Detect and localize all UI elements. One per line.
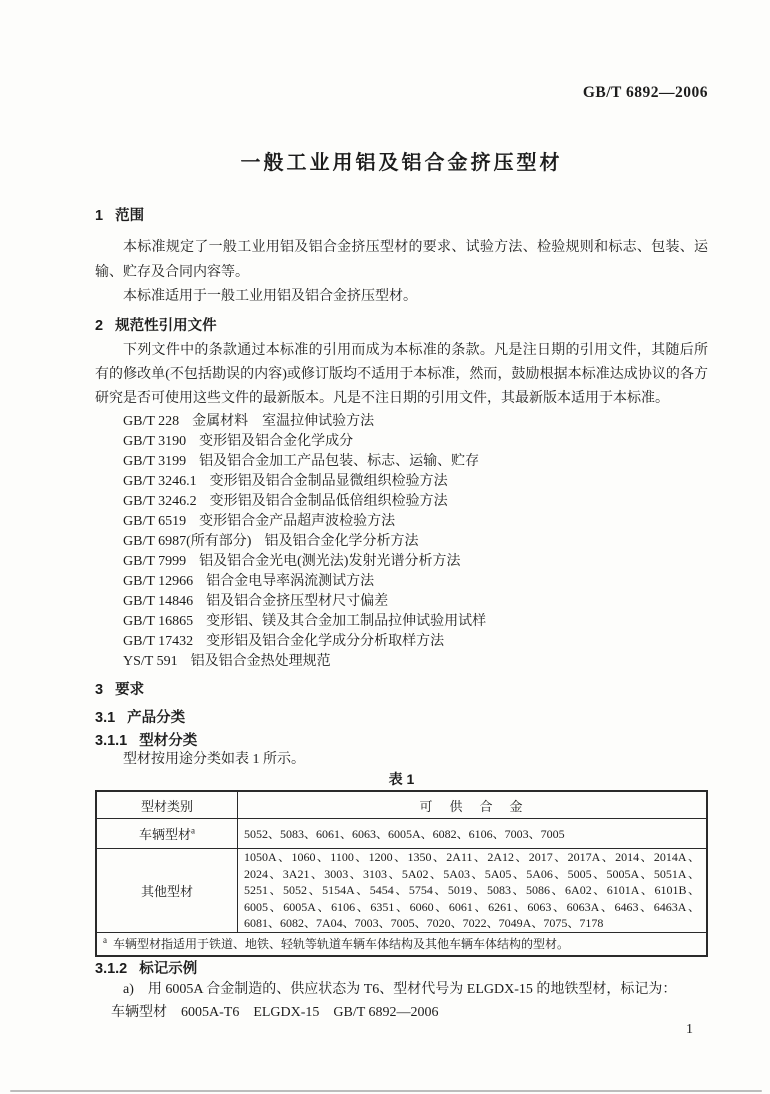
section-3-1-2-title: 标记示例 (139, 961, 198, 977)
column-header-alloys: 可 供 合 金 (238, 791, 708, 819)
reference-item (123, 492, 736, 512)
reference-item (123, 512, 736, 532)
section-3-1-2-number: 3.1.2 (95, 961, 128, 977)
table-row (96, 819, 707, 849)
reference-title: 铝及铝合金热处理规范 (190, 654, 331, 669)
reference-code: GB/T 12966 (123, 574, 194, 589)
table-footnote (96, 932, 707, 956)
reference-code: GB/T 3199 (123, 454, 187, 469)
scope-paragraph-2: 本标准适用于一般工业用铝及铝合金挤压型材。 (123, 289, 417, 304)
section-2-number: 2 (95, 318, 104, 334)
marking-example-line: 车辆型材 6005A-T6 ELGDX-15 GB/T 6892—2006 (111, 1005, 439, 1020)
reference-title: 变形铝合金产品超声波检验方法 (199, 514, 396, 529)
column-header-category: 型材类别 (96, 791, 238, 819)
table-intro-paragraph: 型材按用途分类如表 1 所示。 (123, 752, 305, 767)
section-3-1-2-heading (95, 957, 708, 978)
reference-code: GB/T 16865 (123, 614, 194, 629)
reference-item (123, 592, 736, 612)
reference-title: 铝及铝合金光电(测光法)发射光谱分析方法 (199, 554, 461, 569)
section-1-title: 范围 (115, 208, 145, 224)
reference-item (123, 432, 736, 452)
section-2-title: 规范性引用文件 (115, 318, 217, 334)
reference-title: 变形铝、镁及其合金加工制品拉伸试验用试样 (206, 614, 487, 629)
reference-code: GB/T 17432 (123, 634, 194, 649)
section-3-number: 3 (95, 682, 104, 698)
section-3-1-heading (95, 706, 708, 727)
vehicle-alloys-cell: 5052、5083、6061、6063、6005A、6082、6106、7003、7005 (238, 819, 708, 849)
section-3-title: 要求 (115, 682, 145, 698)
footnote-text: 车辆型材指适用于铁道、地铁、轻轨等轨道车辆车体结构及其他车辆车体结构的型材。 (113, 937, 570, 951)
reference-title: 铝及铝合金化学分析方法 (264, 534, 419, 549)
table-footnote-row (96, 932, 707, 956)
reference-code: YS/T 591 (123, 654, 178, 669)
reference-code: GB/T 228 (123, 414, 180, 429)
section-3-1-1-title: 型材分类 (139, 733, 198, 749)
reference-title: 铝合金电导率涡流测试方法 (206, 574, 375, 589)
reference-item (123, 532, 736, 552)
section-3-heading (95, 678, 708, 699)
reference-code: GB/T 3246.1 (123, 474, 197, 489)
reference-item (123, 652, 736, 672)
reference-code: GB/T 6987(所有部分) (123, 534, 252, 549)
section-3-1-number: 3.1 (95, 710, 116, 726)
references-list (95, 412, 736, 672)
reference-title: 变形铝及铝合金化学成分 (199, 434, 354, 449)
scan-edge-line (10, 1090, 762, 1092)
marking-example-item-a: a) 用 6005A 合金制造的、供应状态为 T6、型材代号为 ELGDX-15 的地铁型材，标记为： (123, 982, 677, 997)
section-1-number: 1 (95, 208, 104, 224)
doc-code: GB/T 6892—2006 (582, 84, 708, 101)
reference-title: 铝及铝合金挤压型材尺寸偏差 (206, 594, 389, 609)
table-1 (95, 790, 708, 957)
other-alloys-cell: 1050A、1060、1100、1200、1350、2A11、2A12、2017、2017A、2014、2014A、2024、3A21、3003、3103、5A02、5A03、5A05、5A06、5005、5005A、5051A、5251、5052、5154A、5454、5754、5019、5083、5086、6A02、6101A、6101B、6005、6005A、6106、6351、6060、6061、6261、6063、6063A、6463、6463A、6081、6082、7A04、7003、7005、7020、7022、7049A、7075、7178 (238, 849, 708, 933)
reference-item (123, 452, 736, 472)
category-other-profiles: 其他型材 (96, 849, 238, 933)
section-3-1-1-heading (95, 729, 708, 750)
footnote-marker: a (191, 825, 195, 836)
section-3-1-title: 产品分类 (127, 710, 186, 726)
section-2-heading (95, 314, 708, 335)
category-label: 车辆型材 (138, 827, 191, 842)
reference-title: 变形铝及铝合金制品低倍组织检验方法 (209, 494, 448, 509)
reference-item (123, 632, 736, 652)
reference-title: 变形铝及铝合金制品显微组织检验方法 (209, 474, 448, 489)
category-vehicle-profiles (96, 819, 238, 849)
reference-code: GB/T 7999 (123, 554, 187, 569)
table-header-row (96, 791, 707, 819)
page-number: 1 (686, 1022, 693, 1037)
table-1-caption: 表 1 (388, 771, 415, 787)
footnote-marker: a (103, 935, 107, 945)
reference-item (123, 612, 736, 632)
reference-item (123, 552, 736, 572)
reference-title: 变形铝及铝合金化学成分分析取样方法 (206, 634, 445, 649)
section-3-1-1-number: 3.1.1 (95, 733, 128, 749)
reference-code: GB/T 14846 (123, 594, 194, 609)
table-row (96, 849, 707, 933)
page-title: 一般工业用铝及铝合金挤压型材 (240, 152, 563, 174)
scope-paragraph-1: 本标准规定了一般工业用铝及铝合金挤压型材的要求、试验方法、检验规则和标志、包装、运输、贮存及合同内容等。 (95, 240, 708, 280)
section-1-heading (95, 204, 708, 225)
reference-code: GB/T 3246.2 (123, 494, 197, 509)
normative-references-paragraph: 下列文件中的条款通过本标准的引用而成为本标准的条款。凡是注日期的引用文件，其随后所有的修改单(不包括勘误的内容)或修订版均不适用于本标准，然而，鼓励根据本标准达成协议的各方研究是否可使用这些文件的最新版本。凡是不注日期的引用文件，其最新版本适用于本标准。 (95, 343, 708, 406)
reference-item (123, 472, 736, 492)
reference-title: 金属材料 室温拉伸试验方法 (192, 414, 375, 429)
reference-title: 铝及铝合金加工产品包装、标志、运输、贮存 (199, 454, 480, 469)
reference-code: GB/T 6519 (123, 514, 187, 529)
reference-code: GB/T 3190 (123, 434, 187, 449)
reference-item (123, 412, 736, 432)
reference-item (123, 572, 736, 592)
